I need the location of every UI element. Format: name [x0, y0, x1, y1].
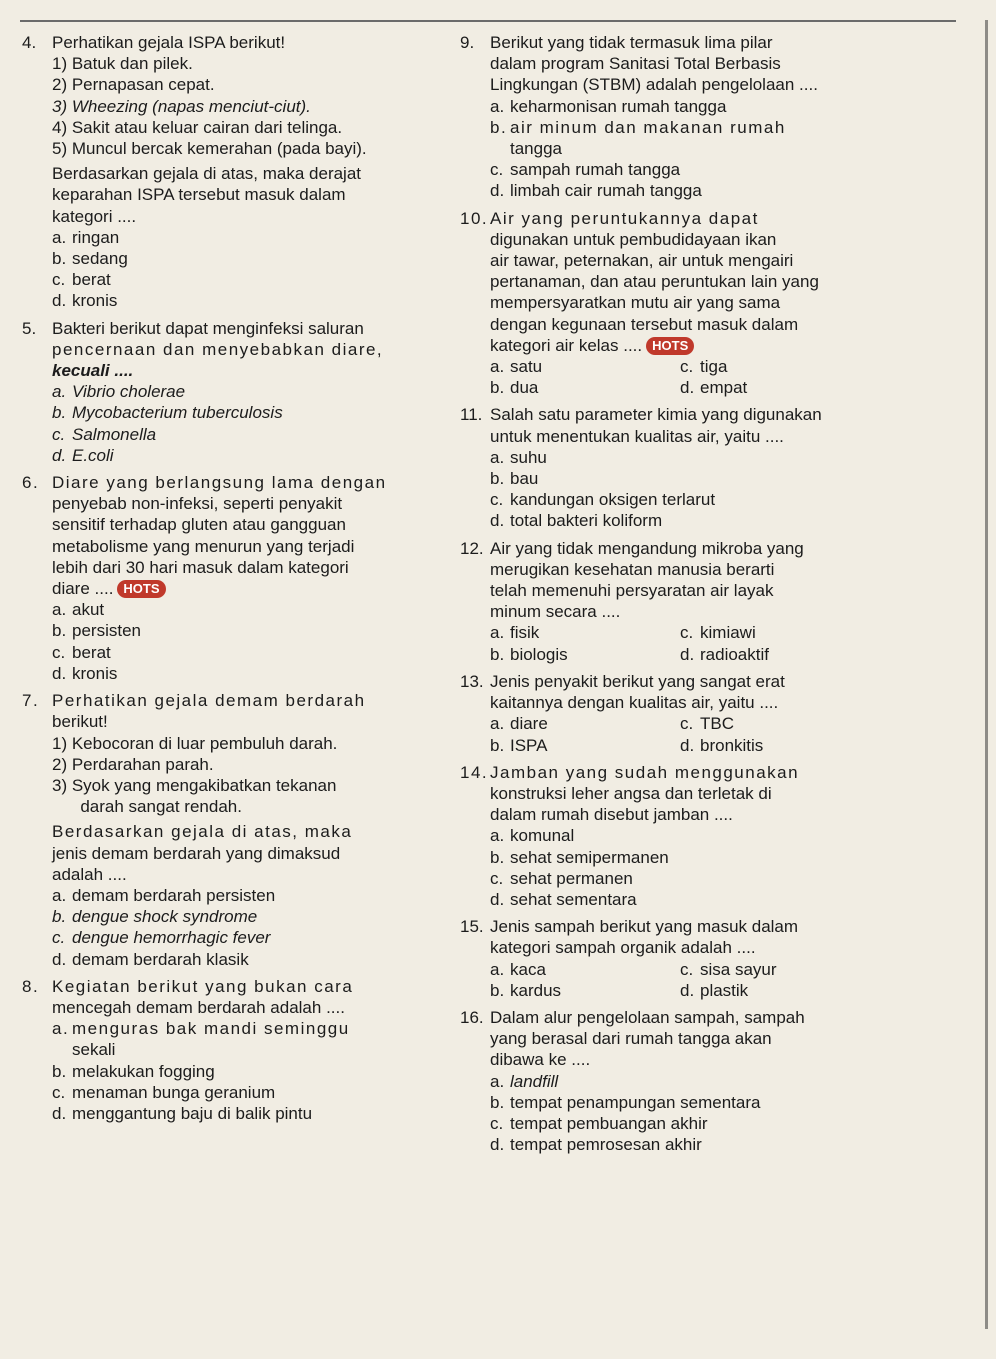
stem-line: kategori sampah organik adalah .... — [490, 938, 756, 958]
option-a[interactable]: a. Vibrio cholerae — [52, 382, 186, 402]
question-9 — [460, 32, 960, 202]
option-b[interactable]: b. air minum dan makanan rumah — [490, 117, 786, 137]
option-c[interactable]: c. berat — [52, 642, 111, 662]
option-d[interactable]: d. demam berdarah klasik — [52, 949, 249, 969]
question-number: 8. — [22, 976, 40, 996]
stem-line: Berdasarkan gejala di atas, maka — [52, 822, 353, 842]
question-stem: 11. Salah satu parameter kimia yang digunakan — [460, 405, 822, 425]
option-c[interactable]: c. sehat permanen — [490, 868, 633, 888]
option-b[interactable]: b. bau — [490, 469, 539, 489]
options-grid — [460, 713, 960, 755]
option-a[interactable]: a. menguras bak mandi seminggu — [52, 1019, 350, 1039]
page-edge — [985, 20, 988, 1329]
option-d[interactable]: d. menggantung baju di balik pintu — [52, 1103, 313, 1123]
question-stem: 7. Perhatikan gejala demam berdarah — [22, 691, 366, 711]
option-a[interactable]: a. fisik — [490, 623, 540, 643]
stem-line: dibawa ke .... — [490, 1050, 591, 1070]
left-column — [22, 32, 462, 1130]
option-a-continued: sekali — [72, 1040, 116, 1060]
stem-line: dengan kegunaan tersebut masuk dalam — [490, 314, 799, 334]
question-stem — [22, 32, 462, 53]
option-a[interactable]: a. landfill — [490, 1071, 559, 1091]
list-item: 2) Perdarahan parah. — [52, 754, 214, 774]
question-number: 12. — [460, 538, 484, 558]
right-column — [460, 32, 960, 1161]
stem-line: minum secara .... — [490, 602, 621, 622]
option-c[interactable]: c. sisa sayur — [680, 959, 777, 979]
question-7 — [22, 690, 462, 970]
options-grid — [460, 959, 960, 1001]
list-item: 3) Syok yang mengakibatkan tekanan — [52, 775, 337, 795]
option-d[interactable]: d. kronis — [52, 291, 118, 311]
question-number: 15. — [460, 917, 484, 937]
option-a[interactable]: a. suhu — [490, 447, 547, 467]
option-c[interactable]: c. Salmonella — [52, 424, 157, 444]
option-b[interactable]: b. sehat semipermanen — [490, 847, 669, 867]
option-a[interactable]: a. keharmonisan rumah tangga — [490, 96, 727, 116]
hots-badge: HOTS — [117, 580, 165, 598]
stem-line: pencernaan dan menyebabkan diare, — [52, 339, 384, 359]
question-stem: 10. Air yang peruntukannya dapat — [460, 208, 759, 228]
stem-line: mempersyaratkan mutu air yang sama — [490, 293, 781, 313]
options-grid — [460, 622, 960, 664]
option-b[interactable]: b. persisten — [52, 621, 141, 641]
option-c[interactable]: c. tiga — [680, 357, 728, 377]
option-d[interactable]: d. plastik — [680, 980, 749, 1000]
option-d[interactable]: d. E.coli — [52, 445, 114, 465]
question-16 — [460, 1007, 960, 1155]
option-b[interactable]: b. ISPA — [490, 735, 548, 755]
list-item: 5) Muncul bercak kemerahan (pada bayi). — [52, 139, 367, 159]
stem-line: Berdasarkan gejala di atas, maka derajat — [52, 164, 362, 184]
stem-line: pertanaman, dan atau peruntukan lain yang — [490, 272, 819, 292]
options-grid — [460, 356, 960, 398]
list-item: 3) Wheezing (napas menciut-ciut). — [52, 96, 311, 116]
option-d[interactable]: d. limbah cair rumah tangga — [490, 181, 702, 201]
question-14 — [460, 762, 960, 910]
question-stem: 15. Jenis sampah berikut yang masuk dalam — [460, 917, 799, 937]
question-stem: 14. Jamban yang sudah menggunakan — [460, 762, 800, 782]
question-number: 4. — [22, 33, 37, 52]
question-number: 6. — [22, 473, 40, 493]
option-d[interactable]: d. radioaktif — [680, 644, 769, 664]
list-item: 1) Kebocoran di luar pembuluh darah. — [52, 733, 338, 753]
question-8 — [22, 976, 462, 1124]
question-number: 7. — [22, 691, 40, 711]
stem-line: jenis demam berdarah yang dimaksud — [52, 843, 341, 863]
option-c[interactable]: c. menaman bunga geranium — [52, 1082, 276, 1102]
stem-line: digunakan untuk pembudidayaan ikan — [490, 229, 777, 249]
question-number: 5. — [22, 318, 37, 338]
question-number: 14. — [460, 762, 489, 782]
option-c[interactable]: c. kandungan oksigen terlarut — [490, 490, 716, 510]
stem-line: kategori .... — [52, 206, 137, 226]
list-item: 4) Sakit atau keluar cairan dari telinga. — [52, 117, 343, 137]
option-c[interactable]: c. TBC — [680, 714, 734, 734]
question-13 — [460, 671, 960, 756]
option-a[interactable]: a. satu — [490, 357, 543, 377]
stem-line: berikut! — [52, 712, 108, 732]
option-d[interactable]: d. kronis — [52, 663, 118, 683]
stem-line: diare .... HOTS — [22, 578, 462, 599]
question-stem: 6. Diare yang berlangsung lama dengan — [22, 473, 387, 493]
stem-line: metabolisme yang menurun yang terjadi — [52, 536, 355, 556]
option-b[interactable]: b. melakukan fogging — [52, 1061, 215, 1081]
stem-line: penyebab non-infeksi, seperti penyakit — [52, 494, 343, 514]
stem-line: sensitif terhadap gluten atau gangguan — [52, 515, 346, 535]
option-b[interactable]: b. dengue shock syndrome — [52, 907, 258, 927]
option-d[interactable]: d. sehat sementara — [490, 889, 637, 909]
stem-line: Lingkungan (STBM) adalah pengelolaan .... — [490, 75, 818, 95]
option-c[interactable]: c. sampah rumah tangga — [490, 160, 681, 180]
question-number: 9. — [460, 33, 475, 52]
stem-line: kategori air kelas .... HOTS — [460, 335, 960, 356]
option-a[interactable]: a. diare — [490, 714, 548, 734]
stem-line: adalah .... — [52, 864, 127, 884]
question-number: 13. — [460, 671, 484, 691]
stem-line: lebih dari 30 hari masuk dalam kategori — [52, 557, 349, 577]
stem-line: dalam program Sanitasi Total Berbasis — [490, 54, 781, 74]
stem-line: telah memenuhi persyaratan air layak — [490, 581, 774, 601]
option-b[interactable]: b. kardus — [490, 980, 562, 1000]
option-a[interactable]: a. kaca — [490, 959, 546, 979]
question-number: 11. — [460, 405, 483, 425]
question-10 — [460, 208, 960, 399]
question-stem: 13. Jenis penyakit berikut yang sangat erat — [460, 671, 785, 691]
option-b[interactable]: b. Mycobacterium tuberculosis — [52, 403, 283, 423]
option-c[interactable]: c. tempat pembuangan akhir — [490, 1113, 708, 1133]
option-d[interactable]: d. bronkitis — [680, 735, 764, 755]
option-a[interactable]: a. demam berdarah persisten — [52, 885, 276, 905]
question-stem: 8. Kegiatan berikut yang bukan cara — [22, 976, 354, 996]
option-c[interactable]: c. kimiawi — [680, 623, 756, 643]
question-5 — [22, 318, 462, 466]
question-15 — [460, 916, 960, 1001]
question-stem: 9. Berikut yang tidak termasuk lima pilar — [460, 33, 773, 52]
stem-line: konstruksi leher angsa dan terletak di — [490, 783, 772, 803]
question-stem: 5. Bakteri berikut dapat menginfeksi saluran — [22, 318, 364, 338]
option-a[interactable]: a. komunal — [490, 826, 575, 846]
list-item: 1) Batuk dan pilek. — [52, 54, 193, 74]
stem-line: mencegah demam berdarah adalah .... — [52, 997, 345, 1017]
list-item: darah sangat rendah. — [52, 797, 242, 817]
option-b[interactable]: b. tempat penampungan sementara — [490, 1092, 761, 1112]
stem-line: Perhatikan gejala ISPA berikut! — [52, 33, 286, 52]
stem-line: untuk menentukan kualitas air, yaitu .... — [490, 426, 784, 446]
stem-line: keparahan ISPA tersebut masuk dalam — [52, 185, 346, 205]
option-b[interactable]: b. biologis — [490, 644, 568, 664]
option-d[interactable]: d. empat — [680, 378, 748, 398]
question-stem: 12. Air yang tidak mengandung mikroba yang — [460, 538, 804, 558]
question-12 — [460, 538, 960, 665]
stem-line: kaitannya dengan kualitas air, yaitu .... — [490, 693, 779, 713]
list-item: 2) Pernapasan cepat. — [52, 75, 215, 95]
question-number: 10. — [460, 208, 489, 228]
option-c[interactable]: c. dengue hemorrhagic fever — [52, 928, 271, 948]
option-c[interactable]: c. berat — [52, 270, 111, 290]
option-b-continued: tangga — [510, 139, 562, 159]
option-a[interactable]: a. akut — [52, 600, 105, 620]
option-d[interactable]: d. total bakteri koliform — [490, 511, 663, 531]
option-a[interactable]: a. ringan — [52, 227, 120, 247]
question-11 — [460, 404, 960, 531]
hots-badge: HOTS — [646, 337, 694, 355]
stem-line: yang berasal dari rumah tangga akan — [490, 1029, 772, 1049]
stem-line: dalam rumah disebut jamban .... — [490, 805, 733, 825]
option-d[interactable]: d. tempat pemrosesan akhir — [490, 1135, 702, 1155]
top-rule — [20, 20, 956, 22]
question-number: 16. — [460, 1007, 484, 1027]
stem-line: merugikan kesehatan manusia berarti — [490, 559, 775, 579]
option-b[interactable]: b. sedang — [52, 249, 128, 269]
stem-line: air tawar, peternakan, air untuk mengairi — [490, 251, 794, 271]
option-b[interactable]: b. dua — [490, 378, 539, 398]
stem-line: kecuali .... — [52, 361, 134, 381]
question-stem: 16. Dalam alur pengelolaan sampah, sampah — [460, 1007, 805, 1027]
question-4 — [22, 32, 462, 312]
question-6 — [22, 472, 462, 684]
